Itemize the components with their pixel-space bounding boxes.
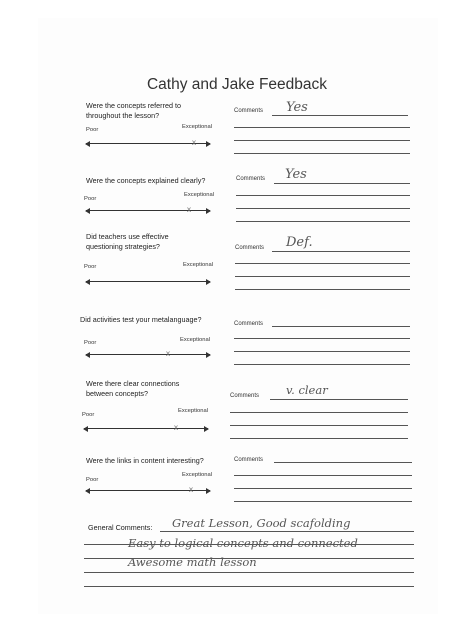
comment-line[interactable] (272, 115, 408, 116)
comment-line[interactable] (234, 127, 410, 128)
comment-line[interactable] (234, 475, 412, 476)
comments-label: Comments (234, 108, 264, 114)
rating-scale[interactable] (86, 210, 210, 211)
comment-line[interactable] (84, 572, 414, 573)
comment-line[interactable] (272, 326, 410, 327)
rating-mark: x (166, 349, 170, 358)
handwritten-comment: Def. (286, 235, 313, 250)
comment-line[interactable] (274, 462, 412, 463)
scale-low-label: Poor (84, 340, 97, 346)
comment-line[interactable] (236, 221, 410, 222)
comment-line[interactable] (234, 488, 412, 489)
rating-scale[interactable] (86, 281, 210, 282)
scale-low-label: Poor (82, 412, 95, 418)
scale-high-label: Exceptional (182, 472, 212, 478)
scale-low-label: Poor (84, 196, 97, 202)
handwritten-comment: Awesome math lesson (128, 555, 257, 569)
comment-line[interactable] (84, 586, 414, 587)
scale-high-label: Exceptional (184, 192, 214, 198)
comment-line[interactable] (234, 338, 410, 339)
rating-mark: x (174, 423, 178, 432)
rating-mark: x (189, 485, 193, 494)
comment-line[interactable] (235, 276, 410, 277)
handwritten-comment: v. clear (286, 383, 328, 397)
question-text: Were the concepts referred to throughout the lesson? (86, 101, 181, 120)
handwritten-comment: Easy to logical concepts and connected (128, 536, 358, 550)
comment-line[interactable] (235, 289, 410, 290)
comment-line[interactable] (235, 263, 410, 264)
rating-scale[interactable] (84, 428, 208, 429)
question-text: Were the concepts explained clearly? (86, 176, 206, 185)
handwritten-comment: Great Lesson, Good scafolding (172, 516, 351, 530)
rating-mark: x (192, 138, 196, 147)
comment-line[interactable] (234, 501, 412, 502)
scale-low-label: Poor (86, 477, 99, 483)
scale-high-label: Exceptional (180, 337, 210, 343)
comment-line[interactable] (234, 153, 410, 154)
comment-line[interactable] (160, 531, 414, 532)
comment-line[interactable] (234, 140, 410, 141)
scale-low-label: Poor (84, 264, 97, 270)
comment-line[interactable] (230, 412, 408, 413)
scale-high-label: Exceptional (183, 262, 213, 268)
question-text: Did teachers use effective questioning strategies? (86, 232, 169, 251)
comment-line[interactable] (230, 438, 408, 439)
comments-label: Comments (235, 245, 265, 251)
comments-label: Comments (230, 393, 260, 399)
question-text: Were the links in content interesting? (86, 456, 204, 465)
comment-line[interactable] (236, 208, 410, 209)
comment-line[interactable] (274, 183, 410, 184)
handwritten-comment: Yes (285, 167, 307, 182)
question-text: Were there clear connections between concepts? (86, 379, 180, 398)
handwritten-comment: Yes (286, 100, 308, 115)
rating-mark: x (187, 205, 191, 214)
comment-line[interactable] (230, 425, 408, 426)
question-text: Did activities test your metalanguage? (80, 315, 202, 324)
comment-line[interactable] (272, 251, 410, 252)
scale-high-label: Exceptional (178, 408, 208, 414)
scale-low-label: Poor (86, 127, 99, 133)
comment-line[interactable] (236, 195, 410, 196)
comment-line[interactable] (234, 351, 410, 352)
scale-high-label: Exceptional (182, 124, 212, 130)
comment-line[interactable] (234, 364, 410, 365)
comment-line[interactable] (270, 399, 408, 400)
general-comments-label: General Comments: (88, 523, 153, 532)
rating-scale[interactable] (86, 354, 210, 355)
comments-label: Comments (236, 176, 266, 182)
comments-label: Comments (234, 457, 264, 463)
comments-label: Comments (234, 321, 264, 327)
page-title: Cathy and Jake Feedback (146, 76, 328, 93)
